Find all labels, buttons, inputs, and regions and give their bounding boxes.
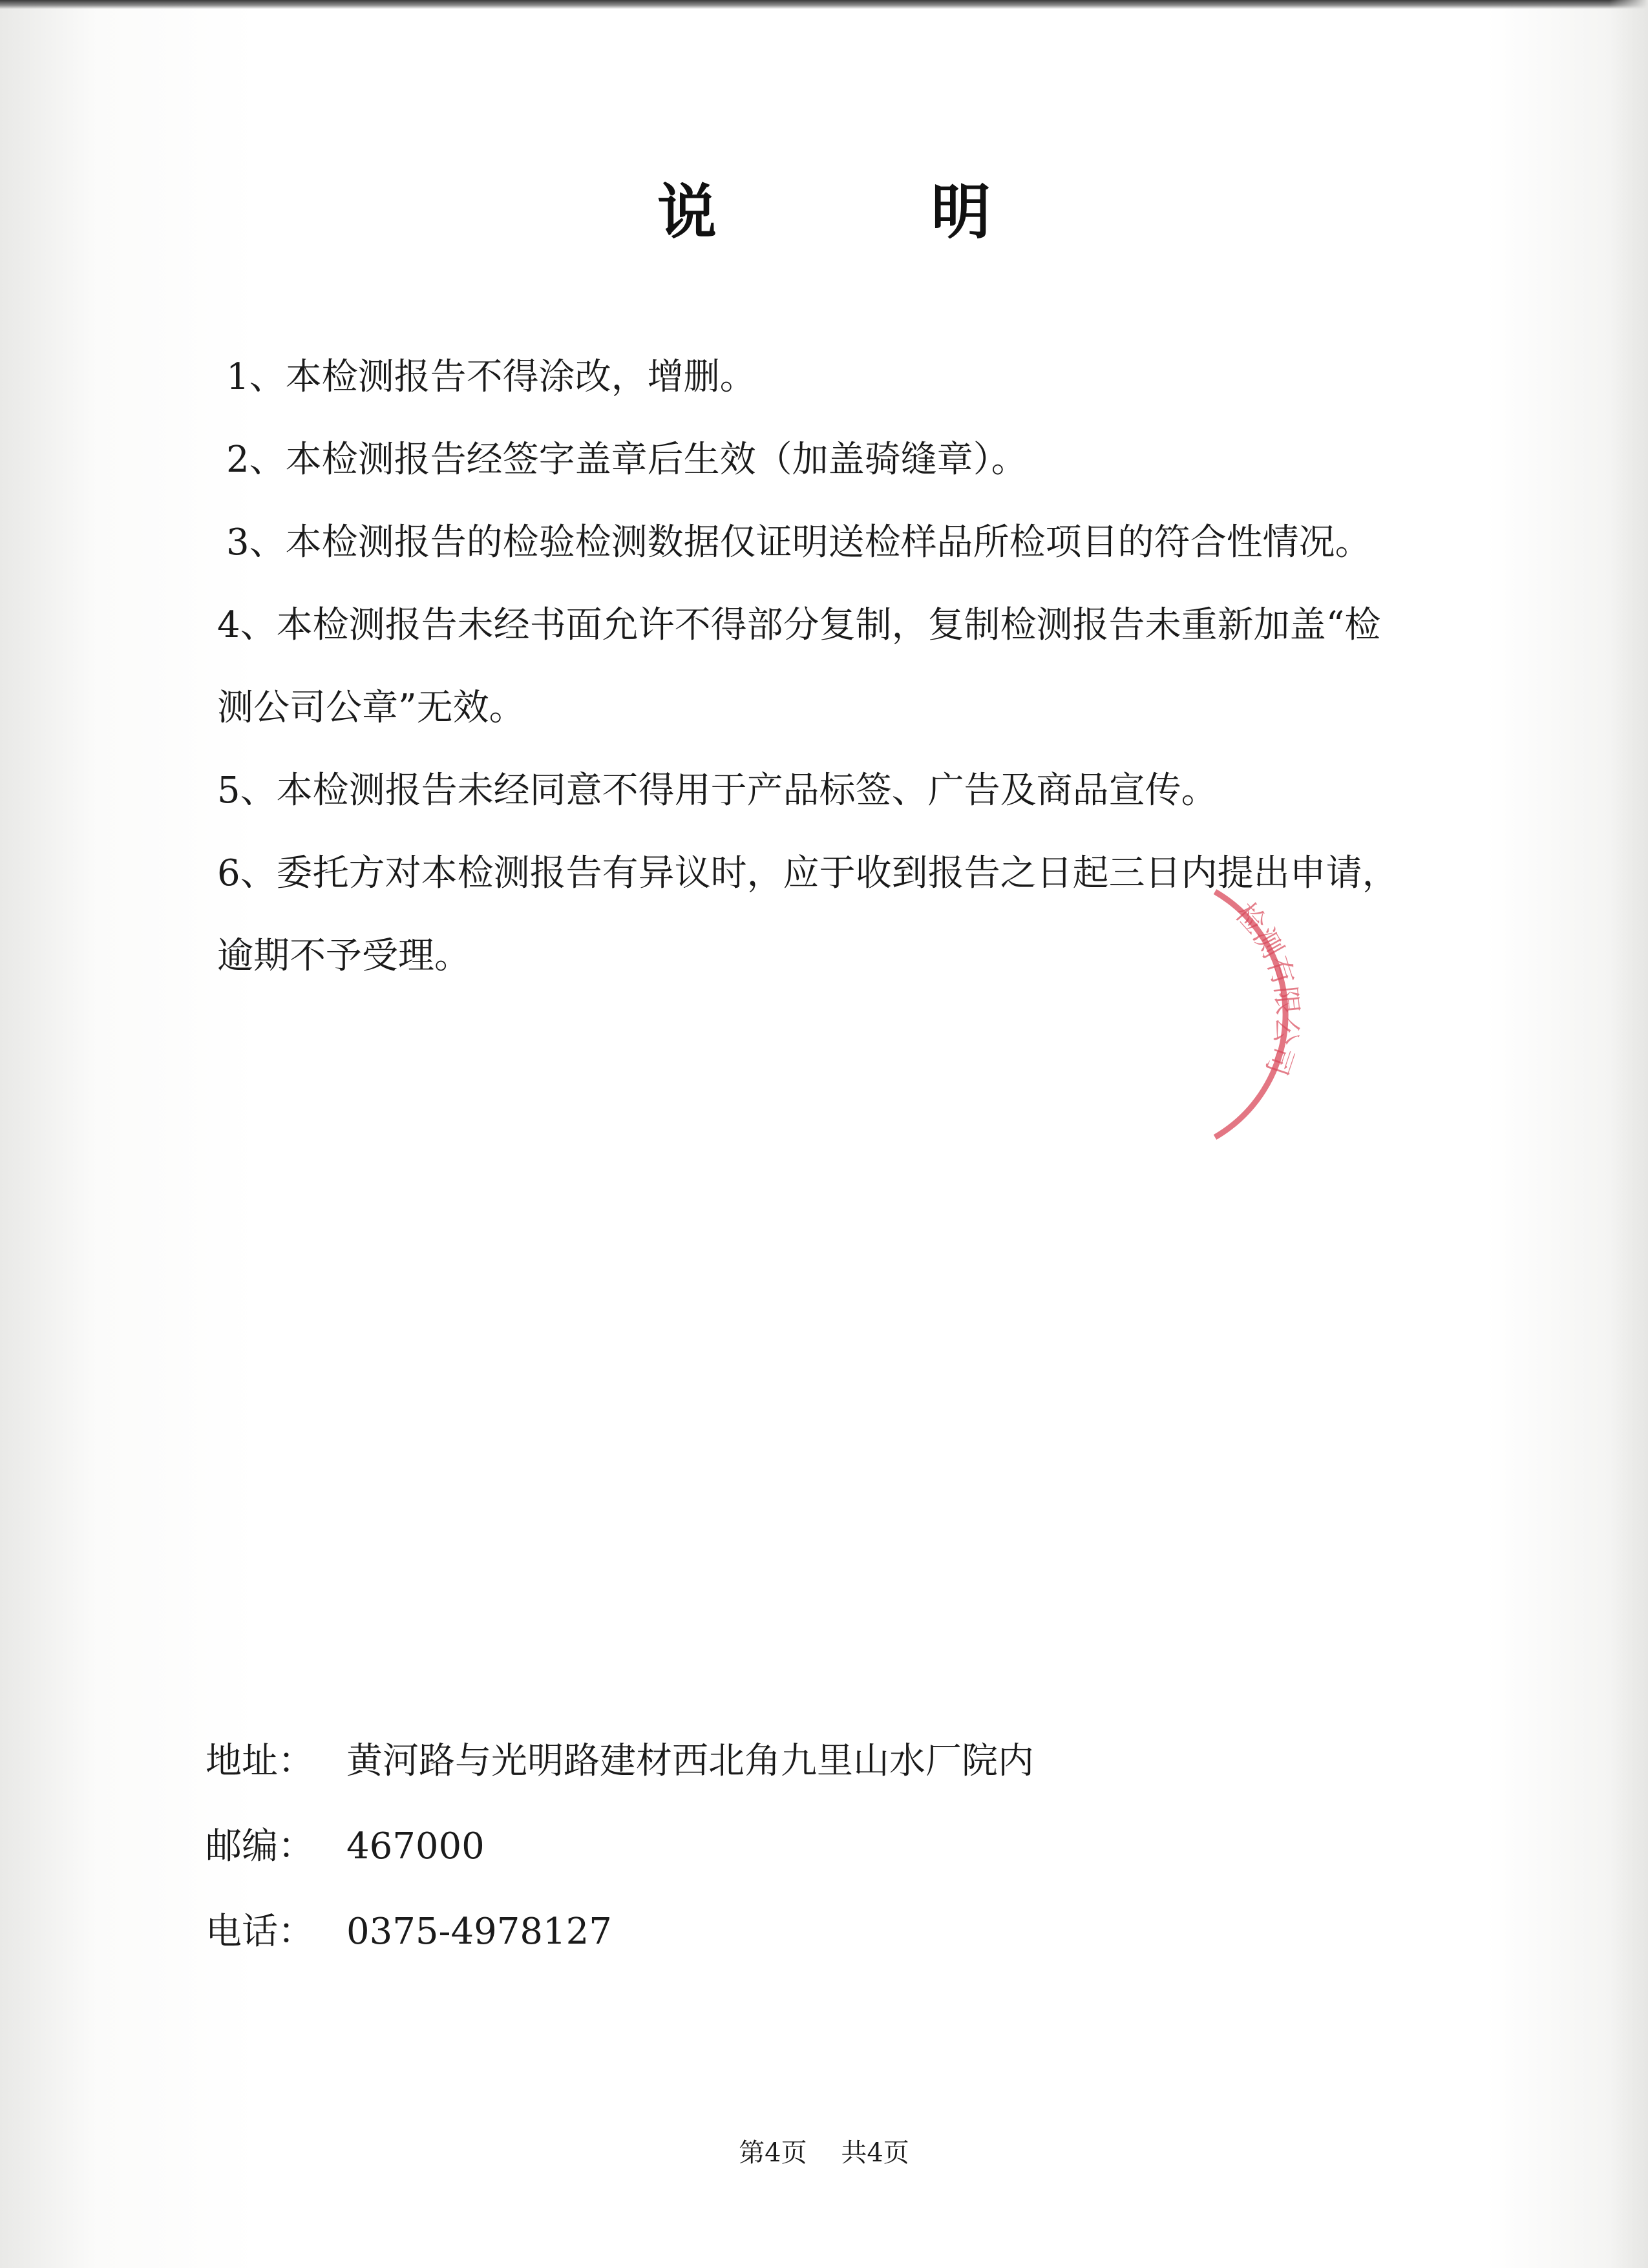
page-number: 第4页 [739,2138,807,2168]
note-6-continued: 逾期不予受理。 [217,935,470,977]
seal-text: 检测有限公司 [1229,896,1304,1080]
postcode-label: 邮编： [206,1825,314,1867]
scan-right-edge [1609,0,1648,2268]
phone-value: 0375-4978127 [346,1911,612,1953]
address-row [206,1719,1034,1804]
note-4: 4、本检测报告未经书面允许不得部分复制，复制检测报告未重新加盖“检 [217,604,1381,646]
phone-label: 电话： [206,1911,314,1953]
phone-row [206,1889,1034,1975]
page-footer [0,2132,1648,2169]
address-value: 黄河路与光明路建材西北角九里山水厂院内 [346,1740,1034,1782]
postcode-value: 467000 [346,1825,485,1867]
scan-top-edge [0,0,1648,9]
notes-list [217,336,1548,998]
address-label: 地址： [206,1740,314,1782]
page-total: 共4页 [841,2138,909,2168]
contact-block [206,1719,1034,1975]
note-1: 1、本检测报告不得涂改，增删。 [226,356,756,398]
note-3: 3、本检测报告的检验检测数据仅证明送检样品所检项目的符合性情况。 [226,521,1371,563]
page-title: 说 明 [657,177,1088,247]
postcode-row [206,1804,1034,1889]
note-2: 2、本检测报告经签字盖章后生效（加盖骑缝章）。 [226,439,1028,481]
note-4-continued: 测公司公章”无效。 [217,687,525,729]
note-6: 6、委托方对本检测报告有异议时，应于收到报告之日起三日内提出申请， [217,852,1399,894]
note-5: 5、本检测报告未经同意不得用于产品标签、广告及商品宣传。 [217,770,1218,812]
